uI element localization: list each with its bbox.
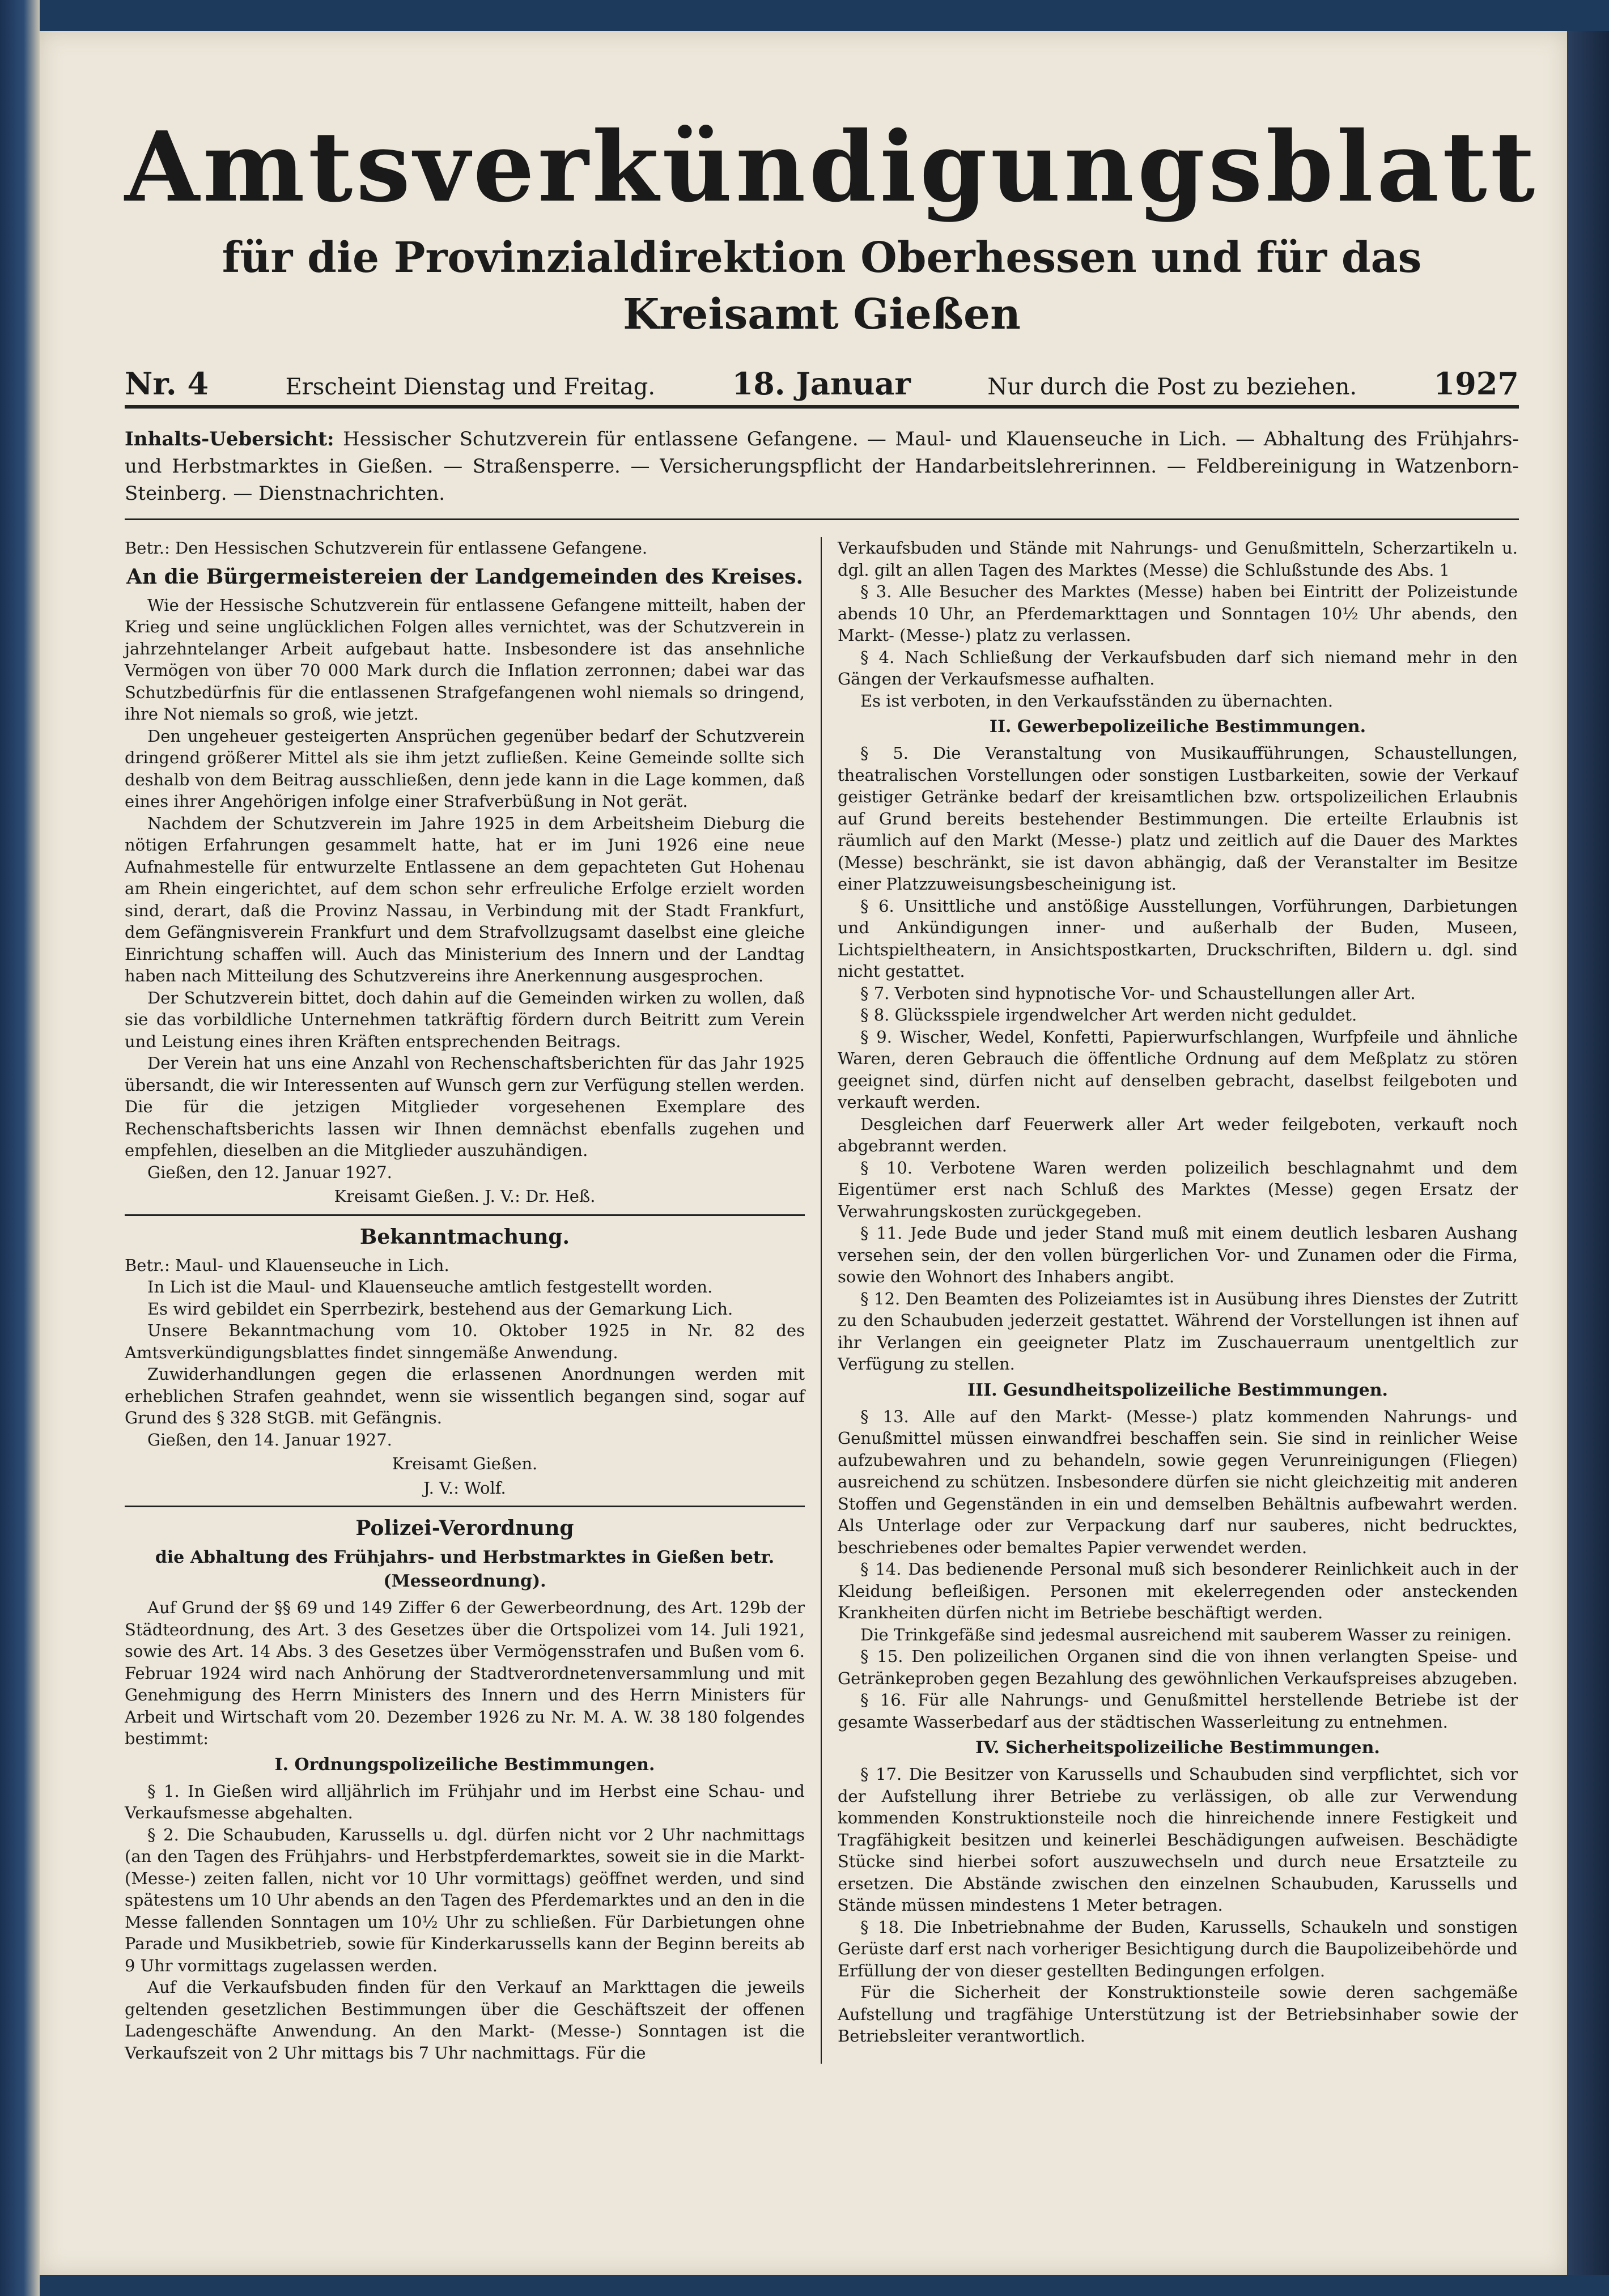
issue-distribution: Nur durch die Post zu beziehen. <box>987 374 1357 400</box>
right-page-edge <box>1567 31 1609 2275</box>
issue-number: Nr. 4 <box>125 365 209 402</box>
paragraph: Der Schutzverein bittet, doch dahin auf die Gemeinden wirken zu wollen, daß sie das vorbildliche Unternehmen tatkräftig fördern durch Beitritt zum Verein und Leistung eines ihren Kräften entsprechenden Beitrags. <box>125 988 805 1051</box>
issue-date: 18. Januar <box>732 365 911 402</box>
paragraph: § 10. Verbotene Waren werden polizeilich beschlagnahmt und dem Eigentümer erst nach Schluß des Marktes (Messe) gegen Ersatz der Verwahrungskosten zurückgegeben. <box>838 1158 1518 1221</box>
paragraph: Der Verein hat uns eine Anzahl von Rechenschaftsberichten für das Jahr 1925 übersandt, die wir Interessenten auf Wunsch gern zur Verfügung stellen werden. Die für die jetzigen Mitglieder vorgesehenen Exemplare des Rechenschaftsberichts lassen wir Ihnen demnächst ebenfalls zugehen und empfehlen, dieselben an die Mitglieder auszuhändigen. <box>125 1053 805 1160</box>
issue-year: 1927 <box>1433 365 1519 402</box>
divider-rule <box>125 1506 805 1507</box>
paragraph: § 12. Den Beamten des Polizeiamtes ist in Ausübung ihres Dienstes der Zutritt zu den Schaubuden jederzeit gestattet. Während der Vorstellungen ist ihnen auf ihr Verlangen ein geeigneter Platz im Zuschauerraum unentgeltlich zur Verfügung zu stellen. <box>838 1289 1518 1374</box>
paragraph: § 7. Verboten sind hypnotische Vor- und Schaustellungen aller Art. <box>860 983 1416 1003</box>
paragraph: Auf Grund der §§ 69 und 149 Ziffer 6 der Gewerbeordnung, des Art. 129b der Städteordnung, des Art. 3 des Gesetzes über die Ortspolizei vom 14. Juli 1921, sowie des Art. 14 Abs. 3 des Gesetzes über Vermögensstrafen und Bußen vom 6. Februar 1924 wird nach Anhörung der Stadtverordnetenversammlung und mit Genehmigung des Herrn Ministers des Innern und des Herrn Ministers für Arbeit und Wirtschaft vom 20. Dezember 1926 zu Nr. M. A. W. 38 180 folgendes bestimmt: <box>125 1598 805 1748</box>
paragraph: § 8. Glücksspiele irgendwelcher Art werden nicht geduldet. <box>860 1005 1357 1024</box>
divider-rule <box>125 1214 805 1216</box>
column-divider <box>821 537 822 2064</box>
paragraph: Es wird gebildet ein Sperrbezirk, bestehend aus der Gemarkung Lich. <box>147 1299 733 1319</box>
paragraph: § 4. Nach Schließung der Verkaufsbuden darf sich niemand mehr in den Gängen der Verkaufsmesse aufhalten. <box>838 647 1518 688</box>
toc-text: Hessischer Schutzverein für entlassene Gefangene. — Maul- und Klauenseuche in Lich. — Abhaltung des Frühjahrs- und Herbstmarktes in Gießen. — Straßensperre. — Versicherungspflicht der Handarbeitslehrerinnen. — Feldbereinigung in Watzenborn-Steinberg. — Dienstnachrichten. <box>125 428 1519 505</box>
article1-subject: Betr.: Den Hessischen Schutzverein für entlassene Gefangene. <box>125 538 648 558</box>
issue-dateline <box>125 365 1519 409</box>
paragraph: § 9. Wischer, Wedel, Konfetti, Papierwurfschlangen, Wurfpfeile und ähnliche Waren, deren Gebrauch die öffentliche Ordnung auf dem Meßplatz zu stören geeignet sind, dürfen nicht auf denselben gebracht, daselbst feilgeboten und verkauft werden. <box>838 1027 1518 1112</box>
paragraph: § 1. In Gießen wird alljährlich im Frühjahr und im Herbst eine Schau- und Verkaufsmesse abgehalten. <box>125 1781 805 1822</box>
section-heading: III. Gesundheitspolizeiliche Bestimmungen. <box>967 1380 1388 1400</box>
article3-heading: Polizei-Verordnung <box>355 1516 574 1540</box>
paragraph: § 6. Unsittliche und anstößige Ausstellungen, Vorführungen, Darbietungen und Ankündigungen inner- und außerhalb der Buden, Museen, Lichtspieltheatern, in Ansichtspostkarten, Druckschriften, Bildern u. dgl. sind nicht gestattet. <box>838 896 1518 981</box>
toc-label: Inhalts-Uebersicht: <box>125 428 334 450</box>
article2-signature-office: Kreisamt Gießen. <box>392 1454 538 1473</box>
newspaper-page <box>40 31 1567 2275</box>
paragraph: Es ist verboten, in den Verkaufsständen zu übernachten. <box>860 691 1334 711</box>
article1-date: Gießen, den 12. Januar 1927. <box>147 1162 392 1182</box>
book-binding <box>0 0 40 2296</box>
paragraph: § 11. Jede Bude und jeder Stand muß mit einem deutlich lesbaren Aushang versehen sein, der den vollen bürgerlichen Vor- und Zunamen oder die Firma, sowie den Wohnort des Inhabers angibt. <box>838 1223 1518 1286</box>
paragraph: § 2. Die Schaubuden, Karussells u. dgl. dürfen nicht vor 2 Uhr nachmittags (an den Tagen des Frühjahrs- und Herbstpferdemarktes, soweit sie in die Markt- (Messe-) zeiten fallen, nicht vor 10 Uhr vormittags) geöffnet werden, und sind spätestens um 10 Uhr abends an den Tagen des Pferdemarktes und an den in die Messe fallenden Sonntagen um 10½ Uhr zu schließen. Für Darbietungen ohne Parade und Musikbetrieb, sowie für Kinderkarussells kann der Beginn bereits ab 9 Uhr vormittags zugelassen werden. <box>125 1825 805 1975</box>
paragraph: Für die Sicherheit der Konstruktionsteile sowie deren sachgemäße Aufstellung und tragfähige Unterstützung ist der Betriebsinhaber sowie der Betriebsleiter verantwortlich. <box>838 1983 1518 2046</box>
left-column <box>125 537 805 2064</box>
paragraph: § 13. Alle auf den Markt- (Messe-) platz kommenden Nahrungs- und Genußmittel müssen einwandfrei beschaffen sein. Sie sind in reinlicher Weise aufzubewahren und zu behandeln, sowie gegen Verunreinigungen (Fliegen) ausreichend zu schützen. Insbesondere dürfen sie nicht gleichzeitig mit anderen Stoffen und Gegenständen in ein und demselben Behältnis aufbewahrt werden. Als Unterlage oder zur Verpackung darf nur sauberes, nicht bedrucktes, beschriebenes oder bemaltes Papier verwendet werden. <box>838 1406 1518 1557</box>
paragraph: § 14. Das bedienende Personal muß sich besonderer Reinlichkeit auch in der Kleidung befleißigen. Personen mit ekelerregenden oder ansteckenden Krankheiten dürfen nicht im Betriebe beschäftigt werden. <box>838 1559 1518 1622</box>
paragraph: In Lich ist die Maul- und Klauenseuche amtlich festgestellt worden. <box>147 1277 713 1296</box>
paragraph: Unsere Bekanntmachung vom 10. Oktober 1925 in Nr. 82 des Amtsverkündigungsblattes findet sinngemäße Anwendung. <box>125 1321 805 1362</box>
table-of-contents <box>125 426 1519 520</box>
article-columns <box>125 537 1519 2064</box>
paragraph: § 3. Alle Besucher des Marktes (Messe) haben bei Eintritt der Polizeistunde abends 10 Uhr, an Pferdemarkttagen und Sonntagen 10½ Uhr abends, den Markt- (Messe-) platz zu verlassen. <box>838 582 1518 645</box>
paragraph: § 15. Den polizeilichen Organen sind die von ihnen verlangten Speise- und Getränkeproben gegen Bezahlung des gewöhnlichen Verkaufspreises abzugeben. <box>838 1647 1518 1688</box>
article2-heading: Bekanntmachung. <box>359 1224 570 1249</box>
issue-frequency: Erscheint Dienstag und Freitag. <box>285 374 656 400</box>
section-heading: II. Gewerbepolizeiliche Bestimmungen. <box>989 717 1366 737</box>
section-heading: IV. Sicherheitspolizeiliche Bestimmungen. <box>975 1738 1380 1758</box>
paragraph: § 17. Die Besitzer von Karussells und Schaubuden sind verpflichtet, sich vor der Aufstellung ihrer Betriebe zu verlässigen, ob alle zur Verwendung kommenden Konstruktionsteile noch die hinreichende innere Festigkeit und Tragfähigkeit besitzen und keinerlei Beschädigungen aufweisen. Beschädigte Stücke sind hierbei sofort auszuwechseln und durch neue Ersatzteile zu ersetzen. Die Abstände zwischen den einzelnen Schaubuden, Karussells und Stände müssen mindestens 1 Meter betragen. <box>838 1764 1518 1915</box>
right-column <box>838 537 1518 2064</box>
masthead-subtitle: für die Provinzialdirektion Oberhessen und für das Kreisamt Gießen <box>222 233 1422 339</box>
section-heading: I. Ordnungspolizeiliche Bestimmungen. <box>274 1754 655 1775</box>
paragraph: § 18. Die Inbetriebnahme der Buden, Karussells, Schaukeln und sonstigen Gerüste darf erst nach vorheriger Besichtigung durch die Baupolizeibehörde und Erfüllung der von dieser gestellten Bedingungen erfolgen. <box>838 1917 1518 1980</box>
paragraph: Wie der Hessische Schutzverein für entlassene Gefangene mitteilt, haben der Krieg und seine unglücklichen Folgen alles vernichtet, was der Schutzverein in jahrzehntelanger Arbeit aufgebaut hatte. Insbesondere ist das ansehnliche Vermögen von über 70 000 Mark durch die Inflation zerronnen; dabei war das Schutzbedürfnis für die entlassenen Strafgefangenen wohl niemals so dringend, ihre Not niemals so groß, wie jetzt. <box>125 595 805 724</box>
page-content <box>125 110 1539 2064</box>
paragraph: § 16. Für alle Nahrungs- und Genußmittel herstellende Betriebe ist der gesamte Wasserbedarf aus der städtischen Wasserleitung zu entnehmen. <box>838 1690 1518 1732</box>
article1-heading: An die Bürgermeistereien der Landgemeinden des Kreises. <box>126 564 804 589</box>
paragraph: Nachdem der Schutzverein im Jahre 1925 in dem Arbeitsheim Dieburg die nötigen Erfahrungen gesammelt hatte, hat er im Juni 1926 eine neue Aufnahmestelle für entwurzelte Entlassene an dem gepachteten Gut Hohenau am Rhein eingerichtet, auf dem schon sehr erfreuliche Erfolge erzielt worden sind, derart, daß die Provinz Nassau, in Verbindung mit der Stadt Frankfurt, dem Gefängnisverein Frankfurt und dem Strafvollzugsamt daselbst eine gleiche Einrichtung schaffen will. Auch das Ministerium des Innern und der Landtag haben nach Mitteilung des Schutzvereins ihre Anerkennung ausgesprochen. <box>125 813 805 985</box>
paragraph: Desgleichen darf Feuerwerk aller Art weder feilgeboten, verkauft noch abgebrannt werden. <box>838 1114 1518 1155</box>
article2-subject: Betr.: Maul- und Klauenseuche in Lich. <box>125 1255 449 1275</box>
paragraph: Die Trinkgefäße sind jedesmal ausreichend mit sauberem Wasser zu reinigen. <box>860 1625 1512 1644</box>
article2-date: Gießen, den 14. Januar 1927. <box>147 1430 392 1449</box>
paragraph: Auf die Verkaufsbuden finden für den Verkauf an Markttagen die jeweils geltenden gesetzlichen Bestimmungen über die Geschäftszeit der offenen Ladengeschäfte Anwendung. An den Markt- (Messe-) Sonntagen ist die Verkaufszeit von 2 Uhr mittags bis 7 Uhr nachmittags. Für die <box>125 1978 805 2063</box>
paragraph: Zuwiderhandlungen gegen die erlassenen Anordnungen werden mit erheblichen Strafen geahndet, wenn sie wissentlich begangen sind, sogar auf Grund des § 328 StGB. mit Gefängnis. <box>125 1364 805 1427</box>
paragraph: Den ungeheuer gesteigerten Ansprüchen gegenüber bedarf der Schutzverein dringend größerer Mittel als sie ihm jetzt zufließen. Keine Gemeinde sollte sich deshalb von dem Beitrag ausschließen, denn jede kann in die Lage kommen, daß eines ihrer Angehörigen infolge einer Strafverbüßung in Not gerät. <box>125 726 805 811</box>
paragraph: Verkaufsbuden und Stände mit Nahrungs- und Genußmitteln, Scherzartikeln u. dgl. gilt an allen Tagen des Marktes (Messe) die Schlußstunde des Abs. 1 <box>838 538 1518 580</box>
masthead-title: Amtsverkündigungsblatt <box>125 110 1539 224</box>
paragraph: § 5. Die Veranstaltung von Musikaufführungen, Schaustellungen, theatralischen Vorstellungen oder sonstigen Lustbarkeiten, sowie der Verkauf geistiger Getränke bedarf der kreisamtlichen bzw. ortspolizeilichen Erlaubnis auf Grund bereits bestehender Bestimmungen. Die erteilte Erlaubnis ist räumlich auf den Markt (Messe-) platz und zeitlich auf die Dauer des Marktes (Messe) beschränkt, sie ist davon abhängig, daß der Veranstalter im Besitze einer Platzzuweisungsbescheinigung ist. <box>838 743 1518 894</box>
article3-subheading: die Abhaltung des Frühjahrs- und Herbstmarktes in Gießen betr. (Messeordnung). <box>155 1547 775 1591</box>
article1-signature: Kreisamt Gießen. J. V.: Dr. Heß. <box>334 1187 596 1206</box>
article2-signature-name: J. V.: Wolf. <box>423 1478 506 1498</box>
